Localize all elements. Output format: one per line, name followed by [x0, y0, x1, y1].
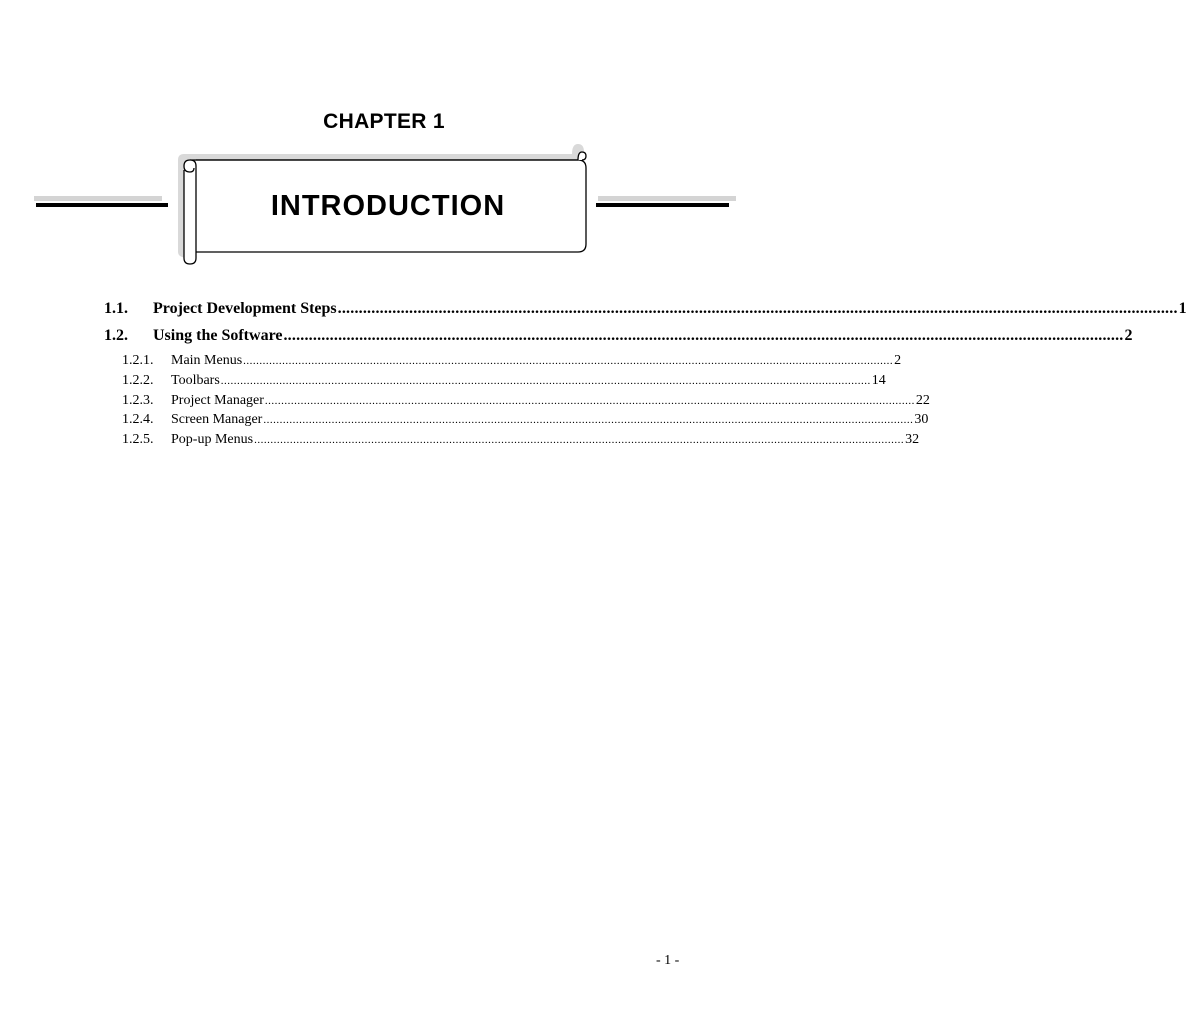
toc-entry[interactable]: [104, 300, 1187, 318]
toc-leader-dots: ........................................................................................................................................................................................................: [264, 395, 915, 407]
toc-entry-page: 14: [871, 373, 886, 388]
toc-entry-label: Toolbars: [171, 373, 220, 388]
chapter-label: CHAPTER 1: [323, 110, 445, 133]
toc-entry-page: 2: [1124, 327, 1133, 344]
toc-entry-number: 1.2.4.: [122, 412, 154, 427]
toc-leader-dots: ........................................................................................................................................................................................................: [337, 300, 1178, 317]
toc-entry-number: 1.2.1.: [122, 353, 154, 368]
toc-entry-number: 1.2.3.: [122, 393, 154, 408]
toc-leader-dots: ........................................................................................................................................................................................................: [263, 414, 914, 426]
toc-entry-number: 1.2.5.: [122, 432, 154, 447]
toc-subentry[interactable]: [122, 393, 930, 409]
toc-entry-page: 22: [915, 393, 930, 408]
toc-entry-label: Screen Manager: [171, 412, 263, 427]
toc-leader-dots: ........................................................................................................................................................................................................: [220, 375, 871, 387]
toc-entry-label: Project Development Steps: [153, 300, 337, 317]
toc-leader-dots: ........................................................................................................................................................................................................: [283, 327, 1124, 344]
toc-subentry[interactable]: [122, 432, 920, 448]
toc-entry-label: Using the Software: [153, 327, 283, 344]
toc-entry-label: Project Manager: [171, 393, 264, 408]
scroll-banner: [0, 0, 768, 280]
toc-subentry[interactable]: [122, 353, 902, 369]
toc-entry-number: 1.2.2.: [122, 373, 154, 388]
chapter-title: INTRODUCTION: [270, 190, 506, 222]
toc-subentry[interactable]: [122, 412, 929, 428]
toc-entry-page: 30: [914, 412, 929, 427]
toc-subentry[interactable]: [122, 373, 886, 389]
toc-entry-page: 32: [905, 432, 920, 447]
toc-entry-label: Pop-up Menus: [171, 432, 254, 447]
toc-entry-page: 2: [894, 353, 902, 368]
toc-entry-label: Main Menus: [171, 353, 243, 368]
page-number: - 1 -: [656, 953, 680, 968]
toc-entry-number: 1.2.: [104, 327, 128, 344]
toc-leader-dots: ........................................................................................................................................................................................................: [243, 355, 894, 367]
toc-entry-number: 1.1.: [104, 300, 128, 317]
toc-entry-page: 1: [1178, 300, 1187, 317]
toc-entry[interactable]: [104, 327, 1133, 345]
toc-leader-dots: ........................................................................................................................................................................................................: [254, 434, 905, 446]
